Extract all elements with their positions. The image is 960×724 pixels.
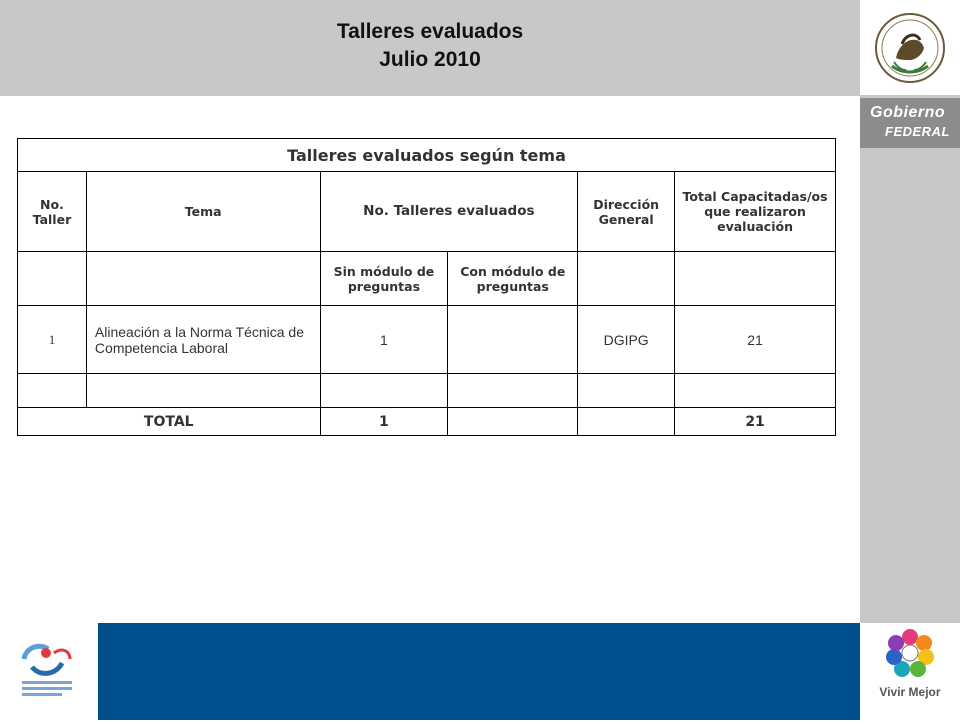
footer-bar (98, 623, 860, 720)
header-tema: Tema (86, 172, 320, 252)
mexico-seal (860, 0, 960, 95)
header-total-capacitadas: Total Capacitadas/os que realizaron evaluación (675, 172, 836, 252)
page-title: Talleres evaluados (336, 20, 524, 43)
eagle-seal-icon (872, 4, 948, 92)
cell-total: 21 (675, 306, 836, 374)
subheader-sin-modulo: Sin módulo de preguntas (320, 252, 448, 306)
table-row (18, 306, 836, 374)
talleres-table (17, 138, 836, 436)
total-direccion (578, 408, 675, 436)
gobierno-federal-logo (860, 98, 960, 148)
table-total-row (18, 408, 836, 436)
table-cell (18, 252, 87, 306)
table-cell (320, 374, 448, 408)
header-no-talleres: No. Talleres evaluados (320, 172, 578, 252)
table-row-empty (18, 374, 836, 408)
header-no-taller: No. Taller (18, 172, 87, 252)
cell-no: 1 (18, 306, 87, 374)
gobierno-label: Gobierno (870, 104, 946, 121)
total-label: TOTAL (18, 408, 321, 436)
page-subtitle: Julio 2010 (379, 48, 481, 71)
table-cell (86, 374, 320, 408)
cell-direccion: DGIPG (578, 306, 675, 374)
vivir-mejor-label: Vivir Mejor (879, 685, 941, 699)
table-header-row (18, 172, 836, 252)
table-cell (675, 252, 836, 306)
table-cell (448, 374, 578, 408)
header-direccion: Dirección General (578, 172, 675, 252)
table-cell (578, 374, 675, 408)
inmujeres-logo-icon (0, 623, 98, 720)
cell-con (448, 306, 578, 374)
inmujeres-logo (0, 623, 98, 720)
vivir-mejor-logo (860, 623, 960, 720)
total-con (448, 408, 578, 436)
cell-sin: 1 (320, 306, 448, 374)
total-sin: 1 (320, 408, 448, 436)
subheader-con-modulo: Con módulo de preguntas (448, 252, 578, 306)
total-total: 21 (675, 408, 836, 436)
federal-label: FEDERAL (885, 124, 950, 139)
table-cell (18, 374, 87, 408)
table-caption: Talleres evaluados según tema (18, 139, 836, 172)
vivir-mejor-flower-icon (860, 623, 960, 683)
cell-tema: Alineación a la Norma Técnica de Competencia Laboral (86, 306, 320, 374)
table-cell (86, 252, 320, 306)
table-cell (675, 374, 836, 408)
table-caption-row (18, 139, 836, 172)
table-cell (578, 252, 675, 306)
table-subheader-row (18, 252, 836, 306)
